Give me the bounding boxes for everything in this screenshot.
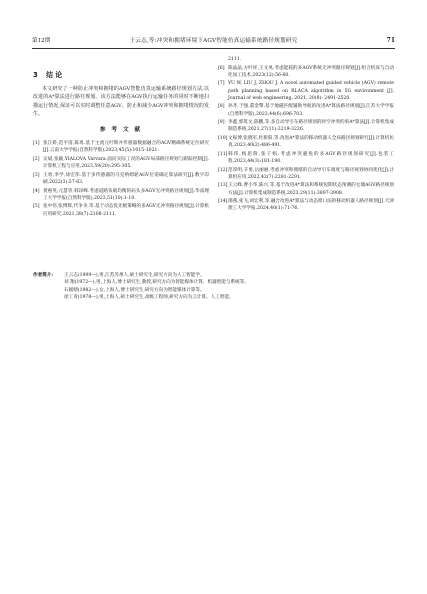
running-title: 王云志,等:冲突和拥堵环境下AGV智能仿真运输系统路径规划研究 bbox=[129, 38, 298, 44]
section-heading bbox=[33, 72, 209, 79]
reference-text: 吴斌,张颖,YIALOVA Varvara.面向实际工况的AGV局部路径规划与跟踪控制[J].计算机工程与应用,2023,59(20):295-305. bbox=[43, 157, 209, 170]
reference-number: [14] bbox=[218, 199, 228, 205]
page-number: 71 bbox=[386, 37, 395, 44]
references-list-left bbox=[33, 140, 209, 218]
reference-number: [10] bbox=[218, 135, 228, 141]
reference-number: [11] bbox=[218, 151, 228, 157]
reference-text: 王云峰,曹小华,陈兴,等.基于改进A*算法和系统短期状态预测的仓储AGV路径规划方法[J].计算机集成制造系统,2023,29(11):3897-3908. bbox=[228, 183, 394, 196]
author-bio-text: 徐工青(1978—),男,上海人,硕士研究生,高级工程师,研究方向为云计算、人工智能。 bbox=[64, 295, 234, 301]
reference-text: 孙齐,于强,董金擎.基于地磁匹配辅助导航的改进A*算法路径规划[J].江苏大学学报(自然科学版),2023,44(6):696-703. bbox=[228, 104, 394, 117]
author-bios-label: 作者简介: bbox=[33, 273, 54, 278]
reference-item bbox=[218, 198, 394, 212]
reference-text: YU W, LIU J, ZHOU J. A novel automated guided vehicle (AGV) remote path planning based on RLACA algorithm in 5G environment [J]. Journal of web engineering, 2021, 20(8): 2491-2520. bbox=[228, 81, 394, 101]
reference-continuation: 2111. bbox=[228, 57, 242, 62]
author-bio-row bbox=[33, 287, 394, 294]
left-column bbox=[33, 56, 209, 219]
reference-text: 龚惠英,元慧青,韩译峰.考虑道路负载均衡的码头多AGV无冲突路径规划[J].华南理工大学学报(自然科学版),2023,51(10):1-10. bbox=[43, 188, 209, 201]
reference-item bbox=[218, 65, 394, 79]
reference-item bbox=[33, 188, 209, 202]
reference-number: [6] bbox=[218, 65, 225, 71]
reference-number: [9] bbox=[218, 120, 225, 126]
author-bio-row bbox=[33, 272, 394, 279]
right-column bbox=[218, 56, 394, 214]
reference-item bbox=[33, 140, 209, 154]
reference-text: 李鑫,郭筑文,陈鹏,等.多自动导引车路径规划的时空冲突约束A*算法[J].计算机集成制造系统,2021,27(11):3219-3226. bbox=[228, 120, 394, 133]
reference-number: [7] bbox=[218, 81, 225, 87]
reference-text: 张中伟,张博辉,代争争,等.基于动态优先级策略的多AGV无冲突路径规划[J].计算机应用研究,2021,38(7):2108-2111. bbox=[43, 204, 209, 217]
reference-item bbox=[218, 167, 394, 181]
author-bio-text: 王云志(1999—),男,江苏苏州人,硕士研究生,研究方向为人工智能学。 bbox=[64, 273, 205, 278]
section-title: 结 论 bbox=[46, 71, 63, 79]
reference-number: [12] bbox=[218, 167, 228, 173]
author-bios bbox=[33, 272, 394, 302]
reference-number: [4] bbox=[33, 188, 40, 194]
conclusion-paragraph: 本文研究了一种防止冲突和拥堵的AGV智能仿真运输系统路径规划方法,以改进的A*算法进行路径规划。该方法能够在AGV执行运输任务的同时不断地扫描运行情况,保证可以实时调整任意AGV、防止和减少AGV冲突和拥堵情况的发生。 bbox=[33, 86, 209, 117]
section-number: 3 bbox=[33, 71, 38, 79]
reference-item bbox=[218, 151, 394, 165]
reference-text: 韩玮,杨思瑞,张子娟.考虑冲突避免的多AGV路径规划研究[J].包装工程,2023,44(3):181-190. bbox=[228, 151, 394, 164]
reference-text: 王勇,李学,徐宏伟.基于多传感器的马克纳姆轮AGV位姿确定算法研究[J].数字印刷,2022(3):57-63. bbox=[43, 172, 209, 186]
reference-number: [1] bbox=[33, 141, 40, 147]
reference-text: 文振博,张晓军,杜新阳,等.改进A*算法的移动机器人全局路径规划研究[J].计算机仿真,2023,40(2):486-491. bbox=[228, 135, 394, 149]
references-title: 参 考 文 献 bbox=[99, 127, 143, 134]
reference-text: 陈晶晶,方叶祥,王文凤.考虑能耗的多AGV系统无冲突路径规划[J].组合机床与自动化加工技术,2023(12):56-60. bbox=[228, 65, 394, 78]
author-bio-text: 刘 翔(1972—),男,上海人,博士研究生,教授,研究方向为智能媒体计算、机器智能与系统等。 bbox=[64, 280, 249, 286]
reference-item bbox=[218, 80, 394, 102]
reference-number: [3] bbox=[33, 172, 40, 178]
reference-item bbox=[218, 103, 394, 117]
reference-item bbox=[33, 172, 209, 186]
reference-number: [5] bbox=[33, 204, 40, 210]
reference-item bbox=[218, 119, 394, 133]
reference-text: 张江娇,范平清,陈勇.基于主流元叶斯并传感器数据融合的AGV精确系统定位研究[J].云南大学学报(自然科学版),2023,45(5):1015-1021. bbox=[43, 141, 209, 154]
reference-text: 范厚明,辛勇,岳丽丽.考虑冲突和拥堵的自动导引车调度与路径规划协同优化[J].计算机应用,2022,42(7):2281-2291. bbox=[228, 167, 394, 180]
author-bio-text: 石媛婧(1982—),女,上海人,博士研究生,研究方向为智能媒体计算等。 bbox=[64, 287, 205, 293]
running-header bbox=[32, 36, 395, 49]
reference-item bbox=[33, 156, 209, 170]
reference-item bbox=[33, 203, 209, 217]
reference-text: 邵燕,张飞,刘宏利,等.融合改进A*算法与动态窗口法的移动机器人路径规划[J].天津理工大学学报,2024,40(1):71-76. bbox=[228, 199, 394, 212]
reference-number: [2] bbox=[33, 157, 40, 163]
reference-item bbox=[218, 135, 394, 149]
author-bio-row bbox=[33, 279, 394, 286]
author-bio-row bbox=[33, 294, 394, 301]
references-list-right bbox=[218, 65, 394, 213]
issue-label: 第12期 bbox=[32, 38, 51, 44]
reference-number: [8] bbox=[218, 104, 225, 110]
reference-item bbox=[218, 182, 394, 196]
reference-number: [13] bbox=[218, 183, 228, 189]
